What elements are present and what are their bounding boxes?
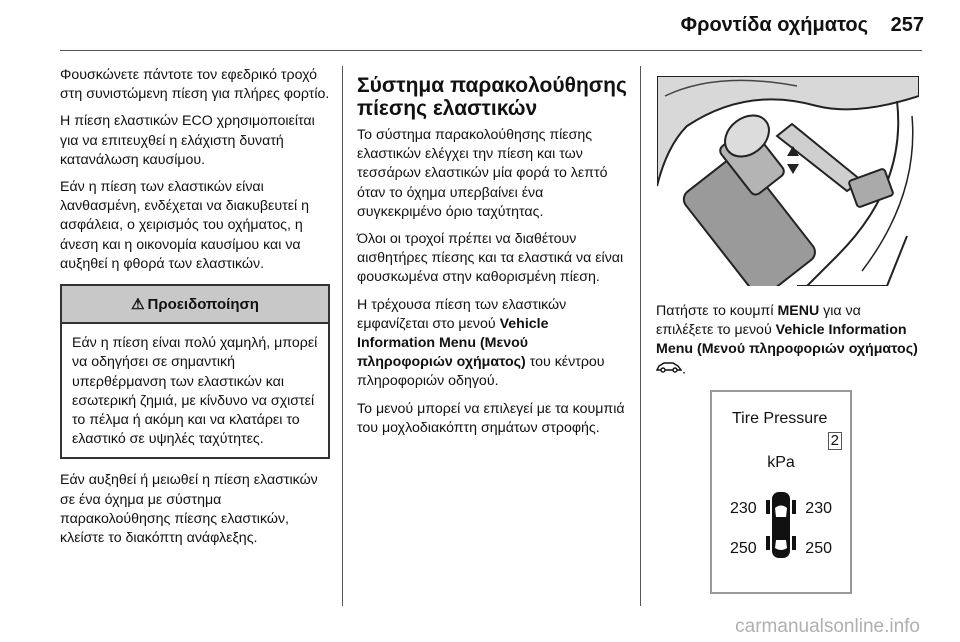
paragraph-wrong-pressure: Εάν η πίεση των ελαστικών είναι λανθασμένη, ενδέχεται να διακυβευτεί η ασφάλεια, ο χειρισμός του οχήματος, η άνεση και η οικονομία καυσίμου και να αυξηθεί η φθορά των ελαστικών.: [60, 179, 310, 272]
warning-body: Εάν η πίεση είναι πολύ χαμηλή, μπορεί να οδηγήσει σε σημαντική υπερθέρμανση των ελαστικών και εσωτερική ζημιά, με κίνδυνο να σχιστεί το πέλμα ή ακόμη και να κλατάρει το ελαστικό σε υψηλές ταχύτητες.: [72, 335, 318, 448]
page-number: 257: [890, 14, 924, 36]
menu-button-label: MENU: [777, 303, 820, 319]
tire-pressure-display: [710, 390, 852, 594]
column-3: [656, 302, 922, 387]
warning-triangle-icon: ⚠: [131, 296, 145, 314]
car-top-view-icon: [766, 490, 796, 560]
text: του κέντρου πληροφοριών οδηγού.: [357, 354, 605, 390]
front-left-pressure: 230: [730, 500, 757, 517]
car-icon: [656, 360, 682, 379]
page-header-title: Φροντίδα οχήματος: [680, 14, 868, 36]
turn-signal-lever-illustration: [657, 76, 919, 286]
paragraph-current-pressure: [357, 296, 627, 392]
paragraph-spare-wheel: Φουσκώνετε πάντοτε τον εφεδρικό τροχό στη συνιστώμενη πίεση για πλήρες φορτίο.: [60, 67, 330, 103]
column-divider-1: [342, 66, 343, 606]
column-1: [60, 66, 330, 556]
rear-left-pressure: 250: [730, 540, 757, 557]
column-divider-2: [640, 66, 641, 606]
display-unit: kPa: [767, 454, 795, 471]
warning-box: [60, 284, 330, 459]
column-2: [357, 66, 627, 446]
paragraph-press-menu: [656, 302, 922, 379]
paragraph-system-description: Το σύστημα παρακολούθησης πίεσης ελαστικών ελέγχει την πίεση και των τεσσάρων ελαστικών μία φορά το λεπτό όταν το όχημα υπερβαίνει ένα συγκεκριμένο όριο ταχύτητας.: [357, 127, 608, 220]
paragraph-ignition: Εάν αυξηθεί ή μειωθεί η πίεση ελαστικών σε ένα όχημα με σύστημα παρακολούθησης πίεσης ελαστικών, κλείστε το διακόπτη ανάφλεξης.: [60, 472, 318, 547]
text: Η τρέχουσα πίεση των ελαστικών εμφανίζεται στο μενού: [357, 296, 567, 332]
paragraph-sensors: Όλοι οι τροχοί πρέπει να διαθέτουν αισθητήρες πίεσης και τα ελαστικά να είναι φουσκωμένα στην καθορισμένη πίεση.: [357, 231, 624, 286]
warning-header: [62, 286, 328, 324]
paragraph-eco-pressure: Η πίεση ελαστικών ECO χρησιμοποιείται για να επιτευχθεί η ελάχιστη δυνατή κατανάλωση καυσίμου.: [60, 113, 315, 168]
warning-title: Προειδοποίηση: [147, 296, 259, 314]
menu-name: Vehicle Information Menu (Μενού πληροφοριών οχήματος): [357, 315, 549, 371]
paragraph-menu-selection: Το μενού μπορεί να επιλεγεί με τα κουμπιά του μοχλοδιακόπτη σημάτων στροφής.: [357, 400, 625, 436]
watermark: carmanualsonline.info: [735, 616, 920, 637]
front-right-pressure: 230: [805, 500, 832, 517]
display-title: Tire Pressure: [732, 410, 828, 427]
display-page-indicator: 2: [828, 432, 842, 450]
text: .: [682, 360, 686, 377]
text: Πατήστε το κουμπί: [656, 303, 778, 319]
text: για να επιλέξετε το μενού: [656, 303, 861, 339]
header-rule: [60, 50, 922, 51]
menu-name: Vehicle Information Menu (Μενού πληροφοριών οχήματος): [656, 322, 918, 358]
rear-right-pressure: 250: [805, 540, 832, 557]
section-heading: Σύστημα παρακολούθησης πίεσης ελαστικών: [357, 74, 627, 120]
